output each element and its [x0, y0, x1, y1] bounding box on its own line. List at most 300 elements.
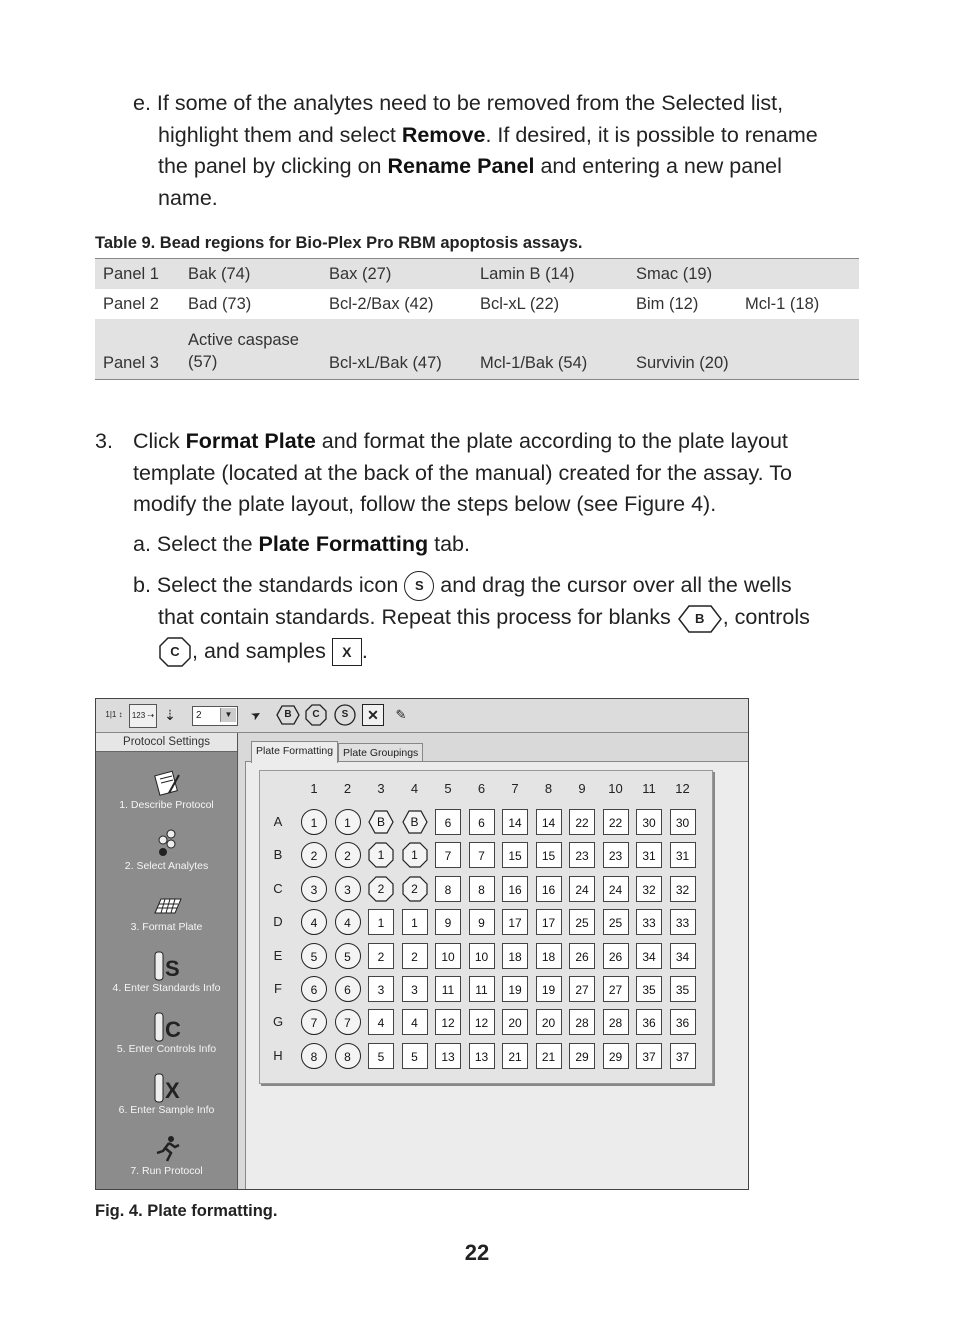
column-header: 10 — [608, 781, 623, 796]
plate-well-standard[interactable] — [335, 976, 361, 1002]
plate-well-sample[interactable] — [670, 876, 696, 902]
well-label: 16 — [541, 882, 556, 897]
well-label: 9 — [478, 916, 485, 931]
plate-well-sample[interactable] — [368, 1043, 394, 1069]
well-label: 9 — [444, 916, 452, 931]
plate-well-sample[interactable] — [670, 842, 696, 868]
plate-well-standard[interactable] — [335, 909, 361, 935]
well-label: 10 — [474, 949, 489, 964]
row-header: H — [273, 1047, 283, 1063]
plate-well-sample[interactable] — [603, 842, 629, 868]
control-icon — [158, 636, 192, 668]
well-label: 6 — [344, 983, 351, 997]
table-row — [95, 319, 859, 380]
plate-well-sample[interactable] — [536, 1009, 562, 1035]
well-label: 37 — [675, 1049, 690, 1064]
column-header: 6 — [477, 781, 486, 796]
well-label: 12 — [474, 1016, 489, 1031]
well-label: 2 — [411, 949, 418, 964]
plate-well-sample[interactable] — [469, 943, 495, 969]
well-label: 25 — [575, 916, 589, 931]
well-label: 11 — [475, 983, 488, 997]
row-header: B — [273, 847, 283, 863]
plate-well-sample[interactable] — [469, 1043, 495, 1069]
well-label: 2 — [344, 849, 351, 864]
plate-well-control[interactable] — [402, 876, 428, 902]
well-label: 13 — [441, 1049, 455, 1064]
plate-well-sample[interactable] — [569, 909, 595, 935]
column-header: 5 — [444, 781, 452, 796]
plate-well-sample[interactable] — [502, 943, 528, 969]
well-label: 17 — [541, 916, 556, 931]
plate-well-sample[interactable] — [670, 909, 696, 935]
plate-well-sample[interactable] — [603, 976, 629, 1002]
toolbar — [96, 699, 748, 733]
pointer-icon[interactable]: ➤ — [248, 706, 264, 724]
row-header: A — [273, 814, 283, 829]
well-label: B — [410, 815, 419, 829]
step-3b-text-2: and drag the cursor over all the wells that contain standards. Repeat this process for blanks — [158, 573, 792, 630]
sidebar-item-enter-sample-info[interactable] — [96, 1072, 237, 1116]
replicate-select[interactable] — [192, 706, 238, 726]
sidebar-item-label: 1. Describe Protocol — [119, 799, 214, 811]
table-cell: Bim (12) — [636, 294, 699, 313]
plate-well-sample[interactable] — [536, 876, 562, 902]
standard-icon[interactable] — [334, 704, 356, 726]
plate-well-sample[interactable] — [536, 909, 562, 935]
plate-well-sample[interactable] — [402, 976, 428, 1002]
protocol-settings-sidebar — [96, 733, 238, 1189]
well-label: 30 — [642, 816, 656, 830]
well-label: 7 — [444, 849, 452, 864]
plate-well-sample[interactable] — [502, 909, 528, 935]
control-icon-label: C — [312, 709, 320, 720]
replicate-value: 2 — [196, 710, 202, 721]
plate-well-sample[interactable] — [536, 943, 562, 969]
well-label: 28 — [575, 1016, 589, 1031]
column-header: 11 — [642, 781, 656, 796]
plate-well-standard[interactable] — [335, 876, 361, 902]
table-cell: Smac (19) — [628, 259, 737, 290]
table-cell: Bcl-xL (22) — [480, 294, 560, 313]
column-header: 1 — [310, 781, 318, 796]
plate-well-control[interactable] — [368, 842, 394, 868]
well-label: 18 — [508, 949, 522, 964]
run-protocol-icon — [151, 1133, 183, 1165]
well-label: 37 — [642, 1049, 656, 1064]
plate-well-sample[interactable] — [670, 809, 696, 835]
plate-well-sample[interactable] — [435, 809, 461, 835]
standard-icon-label: S — [341, 709, 349, 720]
plate-well-sample[interactable] — [435, 909, 461, 935]
well-label: 3 — [411, 983, 418, 997]
step-3b-text-3: , controls — [722, 605, 810, 630]
well-label: 19 — [508, 983, 522, 997]
well-label: 1 — [344, 816, 351, 830]
plate-well-sample[interactable] — [603, 1043, 629, 1069]
well-label: 24 — [575, 882, 589, 897]
well-label: 1 — [411, 916, 418, 931]
plate-well-sample[interactable] — [603, 876, 629, 902]
plate-well-sample[interactable] — [603, 1009, 629, 1035]
well-label: 12 — [441, 1016, 455, 1031]
well-label: 22 — [608, 816, 623, 830]
plate-well-standard[interactable] — [335, 809, 361, 835]
plate-well-sample[interactable] — [469, 842, 495, 868]
table-row — [95, 289, 859, 319]
plate-well-sample[interactable] — [670, 1009, 696, 1035]
plate-well-blank[interactable] — [368, 809, 394, 835]
table-cell: Bcl-2/Bax (42) — [329, 294, 434, 313]
plate-well-control[interactable] — [402, 842, 428, 868]
step-3a-text-1: a. Select the — [133, 532, 259, 556]
well-label: 8 — [478, 882, 485, 897]
well-label: B — [376, 815, 385, 829]
plate-well-sample[interactable] — [502, 1009, 528, 1035]
table-cell: Panel 1 — [95, 259, 180, 290]
well-label: 33 — [642, 916, 656, 931]
plate-well-sample[interactable] — [368, 1009, 394, 1035]
well-label: 2 — [377, 881, 385, 896]
plate-well-sample[interactable] — [636, 976, 662, 1002]
well-label: 4 — [377, 1016, 385, 1031]
plate-well-standard[interactable] — [301, 842, 327, 868]
plate-well-sample[interactable] — [502, 976, 528, 1002]
well-label: 22 — [575, 816, 589, 830]
svg-text:X: X — [164, 1078, 180, 1103]
plate-well-standard[interactable] — [335, 1009, 361, 1035]
plate-well-sample[interactable] — [536, 1043, 562, 1069]
column-header: 4 — [410, 781, 419, 796]
well-label: 2 — [310, 849, 318, 864]
plate-well-sample[interactable] — [569, 943, 595, 969]
well-label: 5 — [377, 1049, 385, 1064]
sidebar-item-label: 6. Enter Sample Info — [118, 1104, 215, 1116]
plate-well-blank[interactable] — [402, 809, 428, 835]
plate-well-sample[interactable] — [402, 1009, 428, 1035]
step-e-text-3: and entering a new panel name. — [158, 154, 782, 210]
well-label: 21 — [508, 1049, 522, 1064]
plate-well-sample[interactable] — [368, 943, 394, 969]
step-3-text-1: Click — [133, 429, 186, 453]
sidebar-item-enter-controls-info[interactable] — [96, 1011, 237, 1055]
plate-well-sample[interactable] — [536, 842, 562, 868]
sidebar-item-enter-standards-info[interactable] — [96, 950, 237, 994]
row-header: F — [274, 981, 282, 996]
well-label: 11 — [441, 983, 455, 997]
column-header: 7 — [511, 781, 519, 796]
well-label: 2 — [377, 949, 385, 964]
svg-text:C: C — [164, 1017, 181, 1042]
plate-well-sample[interactable] — [569, 976, 595, 1002]
sample-icon: X — [332, 638, 362, 666]
plate-well-sample[interactable] — [435, 842, 461, 868]
sidebar-item-label: 7. Run Protocol — [130, 1165, 203, 1177]
plate-well-standard[interactable] — [301, 809, 327, 835]
well-label: 15 — [508, 849, 522, 864]
auto-fill-horizontal-button[interactable]: 123 ⇢ — [129, 704, 157, 728]
plate-well-sample[interactable] — [469, 976, 495, 1002]
well-label: 1 — [411, 848, 418, 863]
plate-well-standard[interactable] — [301, 909, 327, 935]
well-label: 17 — [508, 916, 522, 931]
well-label: 10 — [441, 949, 455, 964]
plate-well-sample[interactable] — [502, 1043, 528, 1069]
plate-well-sample[interactable] — [636, 876, 662, 902]
table-cell: Mcl-1/Bak (54) — [472, 319, 628, 380]
table-row — [95, 259, 859, 290]
sidebar-item-describe-protocol[interactable] — [96, 767, 237, 811]
plate-well-sample[interactable] — [569, 842, 595, 868]
well-label: 3 — [310, 882, 318, 897]
step-3-number: 3. — [95, 429, 113, 453]
well-label: 7 — [310, 1016, 318, 1031]
step-3a-text-2: tab. — [428, 532, 470, 556]
well-label: 8 — [444, 882, 452, 897]
sidebar-item-label: 5. Enter Controls Info — [116, 1043, 217, 1055]
well-label: 27 — [608, 983, 623, 997]
well-label: 35 — [642, 983, 656, 997]
eraser-icon[interactable]: ✎ — [395, 707, 407, 722]
plate-well-sample[interactable] — [636, 1043, 662, 1069]
plate-well-standard[interactable] — [301, 976, 327, 1002]
well-label: 28 — [608, 1016, 623, 1031]
plate-well-sample[interactable] — [435, 943, 461, 969]
table-cell: Survivin (20) — [628, 319, 737, 380]
well-label: 4 — [411, 1016, 418, 1031]
well-label: 5 — [344, 949, 351, 964]
sample-icon[interactable]: ✕ — [362, 704, 384, 726]
well-label: 32 — [675, 882, 690, 897]
plate-well-sample[interactable] — [402, 943, 428, 969]
column-header: 8 — [544, 781, 553, 796]
plate-well-standard[interactable] — [335, 943, 361, 969]
column-header: 12 — [675, 781, 690, 796]
plate-well-sample[interactable] — [469, 876, 495, 902]
plate-well-sample[interactable] — [569, 1009, 595, 1035]
step-3-text-2: and format the plate according to the plate layout template (located at the back of the manual) created for the assay. To modify the plate layout, follow the steps below (see Figure 4). — [133, 429, 792, 516]
format-plate-icon — [151, 889, 183, 921]
well-label: 6 — [478, 816, 485, 830]
well-label: 36 — [675, 1016, 690, 1031]
row-header: E — [273, 947, 283, 963]
plate-well-sample[interactable] — [569, 1043, 595, 1069]
well-label: 1 — [310, 816, 318, 830]
well-label: 20 — [541, 1016, 556, 1031]
auto-fill-vertical-button[interactable]: 1|1 ↕ — [105, 710, 123, 719]
step-e-paragraph — [133, 88, 843, 214]
well-label: 34 — [642, 949, 656, 964]
tab-plate-formatting[interactable]: Plate Formatting — [251, 741, 338, 763]
blank-icon[interactable] — [276, 704, 300, 726]
well-label: 18 — [541, 949, 556, 964]
plate-well-sample[interactable] — [502, 842, 528, 868]
step-3a-paragraph — [133, 529, 853, 561]
well-label: 7 — [478, 849, 485, 864]
blank-icon — [677, 603, 723, 635]
step-3b-text-4: , and samples — [192, 638, 332, 663]
step-e-text-2: . If desired, it is possible to rename the panel by clicking on — [158, 122, 818, 178]
step-3b-paragraph — [133, 569, 823, 668]
plate-well-sample[interactable] — [435, 1043, 461, 1069]
well-label: 26 — [575, 949, 589, 964]
well-label: 8 — [310, 1049, 318, 1064]
column-header: 2 — [343, 781, 352, 796]
main-area — [239, 733, 748, 1189]
plate-well-sample[interactable] — [569, 809, 595, 835]
plate-well-standard[interactable] — [335, 1043, 361, 1069]
plate-grid — [259, 770, 713, 1084]
plate-well-sample[interactable] — [469, 809, 495, 835]
plate-well-sample[interactable] — [435, 976, 461, 1002]
remove-keyword: Remove — [401, 122, 486, 147]
plate-formatting-screenshot — [95, 698, 749, 1190]
sidebar-item-run-protocol[interactable] — [96, 1133, 237, 1177]
step-3b-text-5: . — [361, 638, 368, 663]
plate-well-sample[interactable] — [368, 976, 394, 1002]
plate-formatting-panel — [245, 761, 749, 1190]
table-cell: Active caspase (57) — [180, 319, 321, 380]
rename-panel-keyword: Rename Panel — [387, 154, 535, 178]
well-label: 35 — [675, 983, 690, 997]
format-plate-keyword: Format Plate — [185, 429, 316, 453]
plate-well-standard[interactable] — [301, 943, 327, 969]
plate-formatting-keyword: Plate Formatting — [258, 532, 429, 556]
well-label: 31 — [675, 849, 690, 864]
page-number: 22 — [464, 1240, 490, 1265]
well-label: 31 — [642, 849, 656, 864]
well-label: 13 — [474, 1049, 489, 1064]
well-label: 33 — [675, 916, 690, 931]
sidebar-item-format-plate[interactable] — [96, 889, 237, 933]
step-3b-text-1: b. Select the standards icon — [133, 573, 405, 597]
table-cell: Lamin B (14) — [472, 259, 628, 290]
plate-well-sample[interactable] — [603, 909, 629, 935]
sidebar-item-label: 2. Select Analytes — [124, 860, 209, 872]
plate-well-standard[interactable] — [301, 1043, 327, 1069]
control-icon[interactable] — [305, 704, 327, 726]
table-cell: Bax (27) — [321, 259, 472, 290]
plate-well-sample[interactable] — [670, 1043, 696, 1069]
plate-well-sample[interactable] — [670, 943, 696, 969]
well-label: 23 — [608, 849, 623, 864]
table-cell: Mcl-1 (18) — [745, 294, 820, 313]
describe-protocol-icon — [151, 767, 183, 799]
plate-well-sample[interactable] — [368, 909, 394, 935]
blank-icon-label: B — [694, 610, 705, 626]
table-caption: Table 9. Bead regions for Bio-Plex Pro RBM apoptosis assays. — [95, 234, 583, 252]
plate-well-sample[interactable] — [469, 1009, 495, 1035]
plate-well-sample[interactable] — [603, 809, 629, 835]
table-cell: Panel 2 — [103, 294, 159, 313]
well-label: 8 — [344, 1049, 351, 1064]
well-label: 5 — [411, 1049, 418, 1064]
table-cell: Bak (74) — [180, 259, 321, 290]
protocol-settings-header: Protocol Settings — [96, 733, 237, 752]
plate-well-sample[interactable] — [569, 876, 595, 902]
plate-well-sample[interactable] — [469, 909, 495, 935]
column-header: 3 — [377, 781, 385, 796]
well-label: 15 — [541, 849, 556, 864]
row-header: D — [273, 914, 283, 930]
well-label: 29 — [575, 1049, 589, 1064]
plate-well-control[interactable] — [368, 876, 394, 902]
plate-well-sample[interactable] — [636, 842, 662, 868]
well-label: 26 — [608, 949, 623, 964]
row-header: C — [273, 880, 283, 896]
figure-caption: Fig. 4. Plate formatting. — [95, 1202, 278, 1220]
sidebar-item-select-analytes[interactable] — [96, 828, 237, 872]
well-label: 30 — [675, 816, 690, 830]
plate-well-sample[interactable] — [502, 809, 528, 835]
well-label: 4 — [310, 916, 318, 931]
select-analytes-icon — [151, 828, 183, 860]
plate-well-sample[interactable] — [636, 943, 662, 969]
step-e-text-1: e. If some of the analytes need to be removed from the Selected list, highlight them and select — [133, 91, 784, 147]
well-label: 23 — [575, 849, 589, 864]
plate-well-sample[interactable] — [670, 976, 696, 1002]
plate-well-sample[interactable] — [636, 809, 662, 835]
well-label: 27 — [575, 983, 589, 997]
plate-well-sample[interactable] — [402, 1043, 428, 1069]
well-label: 6 — [310, 983, 318, 997]
well-label: 1 — [377, 916, 385, 931]
well-label: 6 — [444, 816, 452, 830]
table-cell: Bad (73) — [188, 294, 252, 313]
well-label: 5 — [310, 949, 318, 964]
well-label: 24 — [608, 882, 623, 897]
tab-plate-groupings[interactable]: Plate Groupings — [338, 743, 423, 762]
standard-icon: S — [404, 571, 434, 601]
well-label: 36 — [642, 1016, 656, 1031]
well-label: 21 — [541, 1049, 556, 1064]
row-header: G — [272, 1014, 284, 1030]
well-label: 19 — [541, 983, 556, 997]
plate-well-sample[interactable] — [402, 909, 428, 935]
table-cell — [737, 259, 859, 290]
well-label: 29 — [608, 1049, 623, 1064]
plate-well-sample[interactable] — [536, 809, 562, 835]
svg-text:S: S — [164, 956, 180, 981]
standards-info-icon — [151, 950, 183, 982]
auto-fill-down-button[interactable]: ⇣ — [164, 707, 176, 723]
plate-well-standard[interactable] — [301, 1009, 327, 1035]
plate-well-sample[interactable] — [636, 909, 662, 935]
plate-well-sample[interactable] — [536, 976, 562, 1002]
plate-well-sample[interactable] — [435, 1009, 461, 1035]
well-label: 2 — [411, 881, 418, 896]
plate-well-sample[interactable] — [603, 943, 629, 969]
plate-well-sample[interactable] — [435, 876, 461, 902]
plate-well-sample[interactable] — [636, 1009, 662, 1035]
plate-well-sample[interactable] — [502, 876, 528, 902]
table-cell: Bcl-xL/Bak (47) — [321, 319, 472, 380]
table-cell: Panel 3 — [95, 319, 180, 380]
bead-regions-table — [95, 258, 859, 380]
chevron-down-icon: ▼ — [220, 708, 236, 722]
well-label: 25 — [608, 916, 623, 931]
plate-well-standard[interactable] — [301, 876, 327, 902]
well-label: 32 — [642, 882, 656, 897]
well-label: 14 — [541, 816, 556, 830]
well-label: 16 — [508, 882, 522, 897]
control-icon-label: C — [170, 643, 180, 659]
well-label: 1 — [377, 848, 385, 863]
blank-icon-label: B — [284, 709, 292, 720]
well-label: 3 — [377, 983, 385, 997]
plate-well-standard[interactable] — [335, 842, 361, 868]
well-label: 3 — [344, 882, 351, 897]
